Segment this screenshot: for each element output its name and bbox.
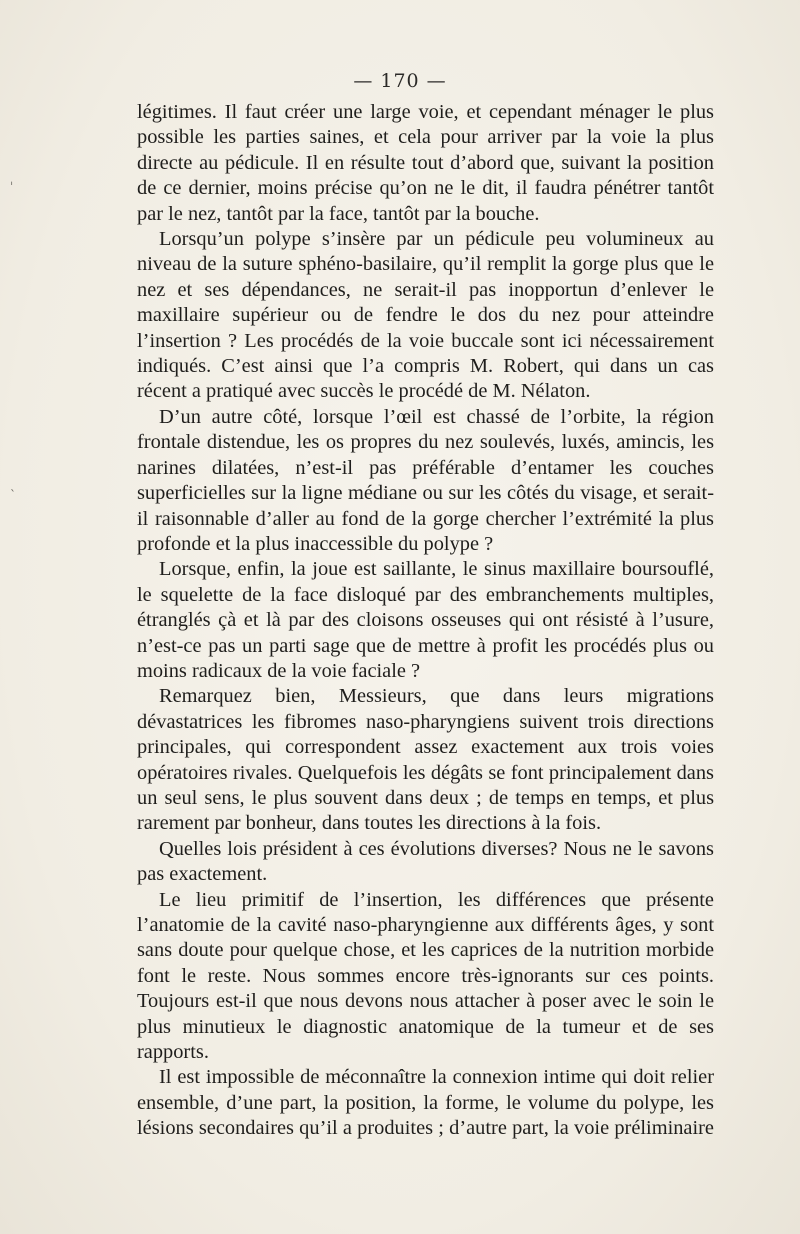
paragraph: Le lieu primitif de l’insertion, les différences que présente l’anatomie de la cavité naso-pharyngienne aux différents âges, y sont sans doute pour quelque chose, et les caprices de la nutrition morbide font le reste. Nous sommes encore très-ignorants sur ces points. Toujours est-il que nous devons nous attacher à poser avec le soin le plus minutieux le diagnostic anatomique de la tumeur et de ses rapports.	[137, 888, 714, 1064]
paragraph: Remarquez bien, Messieurs, que dans leurs migrations dévastatrices les fibromes naso-pharyngiens suivent trois directions principales, qui correspondent assez exactement aux trois voies opératoires rivales. Quelquefois les dégâts se font principalement dans un seul sens, le plus souvent dans deux ; de temps en temps, et plus rarement par bonheur, dans toutes les directions à la fois.	[137, 685, 714, 835]
paragraph: D’un autre côté, lorsque l’œil est chassé de l’orbite, la région frontale distendue, les os propres du nez soulevés, luxés, amincis, les narines dilatées, n’est-il pas préférable d’entamer les couches superficielles sur la ligne médiane ou sur les côtés du visage, et serait-il raisonnable d’aller au fond de la gorge chercher l’extrémité la plus profonde et la plus inaccessible du polype ?	[137, 405, 714, 555]
margin-mark: ˋ	[10, 488, 16, 502]
paragraph: Il est impossible de méconnaître la connexion intime qui doit relier ensemble, d’une part, la position, la forme, le volume du polype, les lésions secondaires qu’il a produites ; d’autre part, la voie préliminaire	[137, 1066, 714, 1140]
page-number: — 170 —	[353, 70, 447, 92]
body-text	[137, 100, 714, 1142]
paragraph: légitimes. Il faut créer une large voie, et cependant ménager le plus possible les parties saines, et cela pour arriver par la voie la plus directe au pédicule. Il en résulte tout d’abord que, suivant la position de ce dernier, moins précise qu’on ne le dit, il faudra pénétrer tantôt par le nez, tantôt par la face, tantôt par la bouche.	[137, 101, 714, 225]
margin-mark: ˈ	[10, 180, 14, 194]
paragraph: Quelles lois président à ces évolutions diverses? Nous ne le savons pas exactement.	[137, 837, 714, 886]
paragraph: Lorsque, enfin, la joue est saillante, le sinus maxillaire boursouflé, le squelette de la face disloqué par des embranchements multiples, étranglés çà et là par des cloisons osseuses qui ont résisté à l’usure, n’est-ce pas un parti sage que de mettre à profit les procédés plus ou moins radicaux de la voie faciale ?	[137, 558, 714, 682]
paragraph: Lorsqu’un polype s’insère par un pédicule peu volumineux au niveau de la suture sphéno-basilaire, qu’il remplit la gorge plus que le nez et ses dépendances, ne serait-il pas inopportun d’enlever le maxillaire supérieur ou de fendre le dos du nez pour atteindre l’insertion ? Les procédés de la voie buccale sont ici nécessairement indiqués. C’est ainsi que l’a compris M. Robert, qui dans un cas récent a pratiqué avec succès le procédé de M. Nélaton.	[137, 228, 714, 403]
